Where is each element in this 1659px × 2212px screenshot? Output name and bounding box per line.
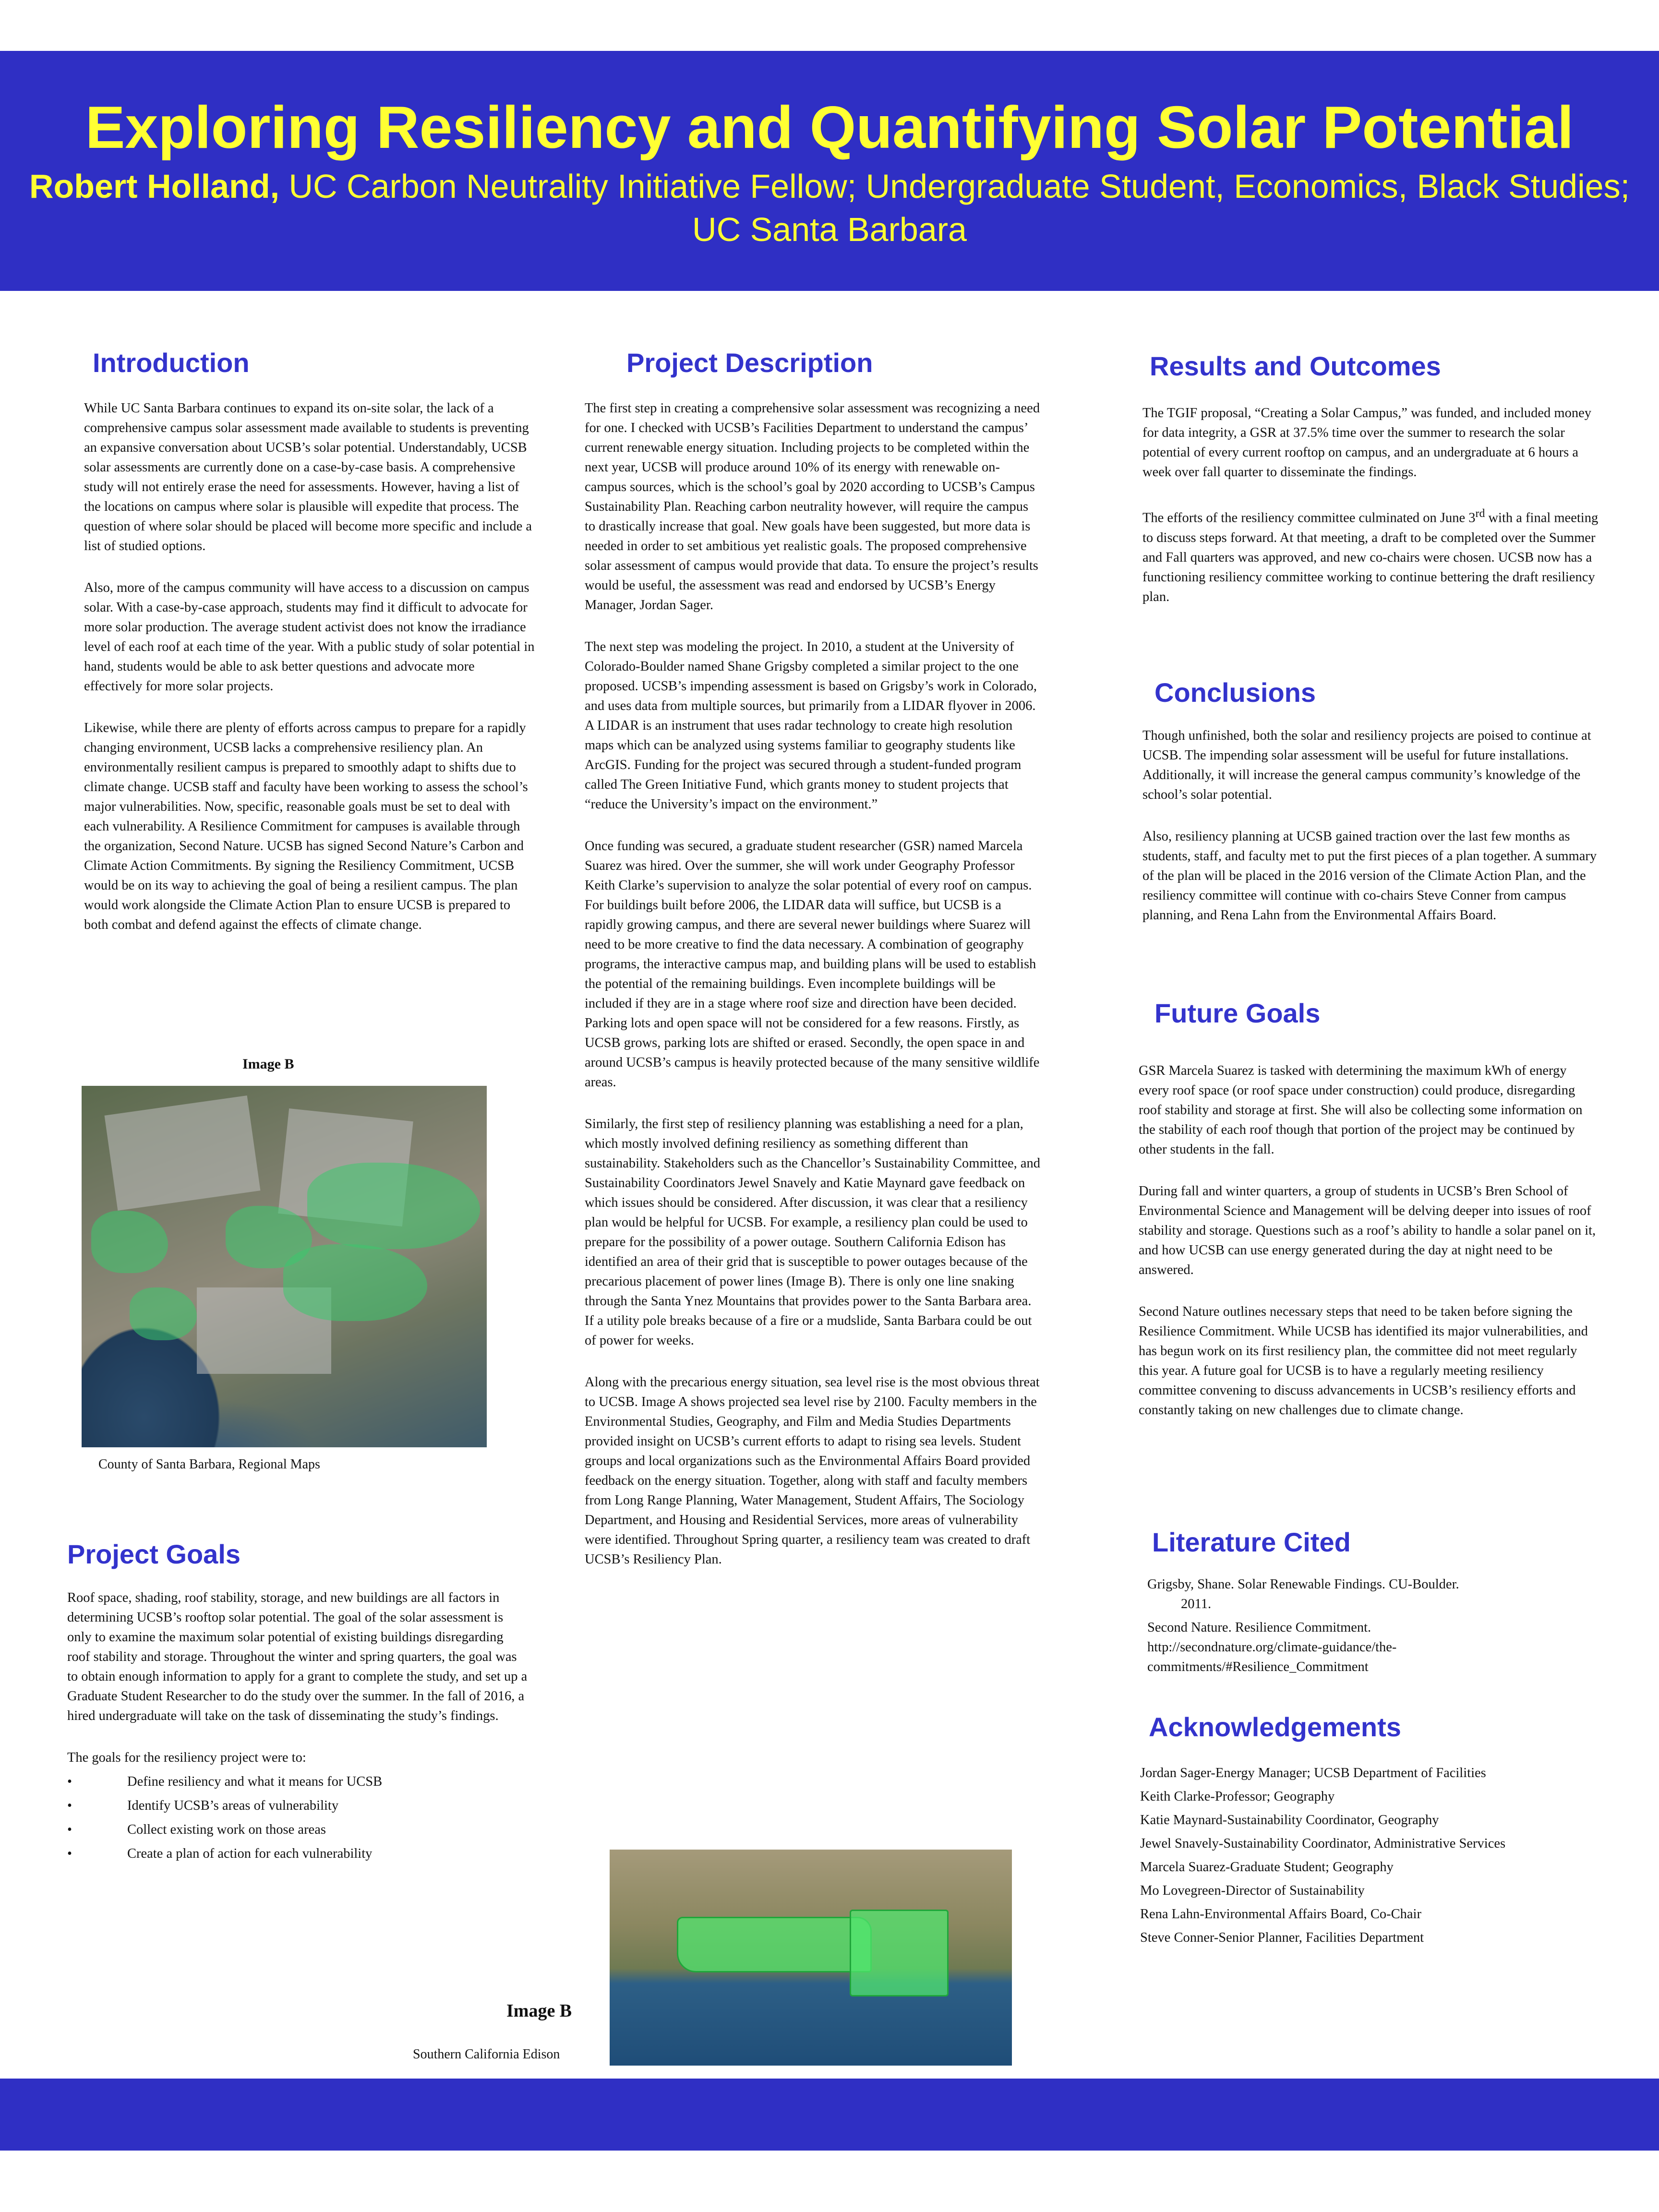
conclusions-paragraph: Though unfinished, both the solar and resiliency projects are poised to continue at UCSB. The impending solar assessment will be useful for future installations. Additionally, it will increase the general campus community’s knowledge of the school’s solar potential.: [1142, 728, 1591, 802]
project-goals-text: [67, 1588, 528, 1868]
future-goals-paragraph: Second Nature outlines necessary steps that need to be taken before signing the Resilience Commitment. While UCSB has identified its major vulnerabilities, and has begun work on its first resiliency plan, the committee did not meet regularly this year. A future goal for UCSB is to have a regularly meeting resiliency committee convening to discuss advancements in UCSB’s resiliency efforts and constantly taking on new challenges due to climate change.: [1139, 1304, 1588, 1418]
project-description-paragraph: Along with the precarious energy situation, sea level rise is the most obvious threat to UCSB. Image A shows projected sea level rise by 2100. Faculty members in the Environmental Studies, Geography, and Film and Media Studies Departments provided insight on UCSB’s current efforts to adapt to rising sea levels. Student groups and local organizations such as the Environmental Affairs Board provided feedback on the energy situation. Together, along with staff and faculty members from Long Range Planning, Water Management, Student Affairs, The Sociology Department, and Housing and Residential Services, more areas of vulnerability were identified. Throughout Spring quarter, a resiliency team was created to draft UCSB’s Resiliency Plan.: [585, 1375, 1040, 1567]
conclusions-heading: Conclusions: [1154, 677, 1316, 708]
poster-subtitle: [29, 165, 1630, 251]
project-goals-paragraph: Roof space, shading, roof stability, storage, and new buildings are all factors in determining UCSB’s rooftop solar potential. The goal of the solar assessment is only to examine the maximum solar potential of existing buildings disregarding roof stability and storage. Throughout the winter and spring quarters, the goal was to obtain enough information to apply for a grant to complete the study, and set up a Graduate Student Researcher to do the study over the summer. In the fall of 2016, a hired undergraduate will take on the task of disseminating the study’s findings.: [67, 1590, 528, 1723]
future-goals-paragraph: During fall and winter quarters, a group of students in UCSB’s Bren School of Environmental Science and Management will be delving deeper into issues of roof stability and storage. Questions such as a roof’s ability to handle a solar panel on it, and how UCSB can use energy generated during the day at night need to be answered.: [1139, 1184, 1596, 1277]
list-item: Jewel Snavely-Sustainability Coordinator, Administrative Services: [1140, 1836, 1506, 1851]
list-item: Steve Conner-Senior Planner, Facilities Department: [1140, 1930, 1424, 1945]
results-heading: Results and Outcomes: [1150, 351, 1441, 381]
future-goals-paragraph: GSR Marcela Suarez is tasked with determining the maximum kWh of energy every roof space (or roof space under construction) could produce, disregarding roof stability and storage at first. She will also be collecting some information on the stability of each roof though that portion of the project may be continued by other students in the fall.: [1139, 1063, 1583, 1157]
project-goals-list: [67, 1772, 528, 1863]
literature-list: [1147, 1575, 1608, 1681]
footer-band: [0, 2079, 1659, 2151]
list-item: Rena Lahn-Environmental Affairs Board, Co-Chair: [1140, 1907, 1421, 1922]
future-goals-text: [1139, 1061, 1599, 1442]
project-description-paragraph: Similarly, the first step of resiliency planning was establishing a need for a plan, which mostly involved defining resiliency as something different than sustainability. Stakeholders such as the Chancellor’s Sustainability Committee, and Sustainability Coordinators Jewel Snavely and Katie Maynard gave feedback on which issues should be considered. After discussion, it was clear that a resiliency plan would be helpful for UCSB. For example, a resiliency plan could be used to prepare for the possibility of a power outage. Southern California Edison has identified an area of their grid that is susceptible to power outages because of the precarious placement of power lines (Image B). There is only one line snaking through the Santa Ynez Mountains that provides power to the Santa Barbara area. If a utility pole breaks because of a fire or a mudslide, Santa Barbara could be out of power for weeks.: [585, 1117, 1041, 1348]
introduction-heading: Introduction: [93, 348, 250, 378]
acknowledgements-heading: Acknowledgements: [1149, 1712, 1401, 1742]
reference: Second Nature. Resilience Commitment. http://secondnature.org/climate-guidance/the- commitments/#Resilience_Commitment: [1147, 1620, 1397, 1674]
project-description-heading: Project Description: [626, 348, 873, 378]
project-goals-heading: Project Goals: [67, 1539, 241, 1569]
introduction-paragraph: Likewise, while there are plenty of efforts across campus to prepare for a rapidly changing environment, UCSB lacks a comprehensive resiliency plan. An environmentally resilient campus is prepared to smoothly adapt to shifts due to climate change. UCSB staff and faculty have been working to assess the school’s major vulnerabilities. Now, specific, reasonable goals must be set to deal with each vulnerability. A Resilience Commitment for campuses is available through the organization, Second Nature. UCSB has signed Second Nature’s Carbon and Climate Action Commitments. By signing the Resiliency Commitment, UCSB would be on its way to achieving the goal of being a resilient campus. The plan would work alongside the Climate Action Plan to ensure UCSB is prepared to both combat and defend against the effects of climate change.: [84, 721, 528, 932]
list-item: Marcela Suarez-Graduate Student; Geography: [1140, 1860, 1394, 1875]
project-description-paragraph: The next step was modeling the project. In 2010, a student at the University of Colorado-Boulder named Shane Grigsby completed a similar project to the one proposed. UCSB’s impending assessment is based on Grigsby’s work in Colorado, and uses data from multiple sources, but primarily from a LIDAR flyover in 2006. A LIDAR is an instrument that uses radar technology to create high resolution maps which can be analyzed using systems familiar to geography students like ArcGIS. Funding for the project was secured through a student-funded program called The Green Initiative Fund, which grants money to student projects that “reduce the University’s impact on the environment.”: [585, 639, 1037, 812]
image-b-caption-left: County of Santa Barbara, Regional Maps: [98, 1457, 320, 1472]
project-goals-list-intro: The goals for the resiliency project were to:: [67, 1750, 306, 1765]
introduction-paragraph: While UC Santa Barbara continues to expand its on-site solar, the lack of a comprehensive campus solar assessment made available to students is preventing an expansive conversation about UCSB’s solar potential. Understandably, UCSB solar assessments are currently done on a case-by-case basis. A comprehensive study will not entirely erase the need for assessments. However, having a list of the locations on campus where solar is plausible will expedite that process. The question of where solar should be placed will become more specific and include a list of studied options.: [84, 401, 532, 553]
image-b-caption-center: Southern California Edison: [413, 2047, 560, 2062]
author-affiliation: UC Carbon Neutrality Initiative Fellow; Undergraduate Student, Economics, Black Studies; UC Santa Barbara: [279, 168, 1630, 248]
list-item: • Define resiliency and what it means for UCSB: [67, 1772, 528, 1791]
list-item: Katie Maynard-Sustainability Coordinator, Geography: [1140, 1813, 1439, 1827]
list-item: • Identify UCSB’s areas of vulnerability: [67, 1796, 528, 1815]
results-text: [1142, 403, 1603, 629]
power-grid-map: [610, 1850, 1012, 2066]
list-item: Keith Clarke-Professor; Geography: [1140, 1789, 1335, 1804]
list-item: • Create a plan of action for each vulnerability: [67, 1844, 528, 1863]
list-item: Mo Lovegreen-Director of Sustainability: [1140, 1883, 1365, 1898]
project-description-text: [585, 398, 1041, 1591]
conclusions-text: [1142, 726, 1603, 947]
project-description-paragraph: The first step in creating a comprehensive solar assessment was recognizing a need for one. I checked with UCSB’s Facilities Department to understand the campus’ current renewable energy situation. Including projects to be completed within the next year, UCSB will produce around 10% of its energy with renewable on-campus sources, which is the school’s goal by 2020 according to UCSB’s Campus Sustainability Plan. Reaching carbon neutrality however, will require the campus to drastically increase that goal. New goals have been suggested, but more data is needed in order to set ambitious yet realistic goals. The proposed comprehensive solar assessment of campus would provide that data. To ensure the project’s results would be useful, the assessment was read and endorsed by UCSB’s Energy Manager, Jordan Sager.: [585, 401, 1040, 613]
future-goals-heading: Future Goals: [1154, 998, 1321, 1028]
results-paragraph: The efforts of the resiliency committee culminated on June 3rd with a final meeting to discuss steps forward. At that meeting, a draft to be completed over the Summer and Fall quarters was approved, and new co-chairs were chosen. UCSB now has a functioning resiliency committee working to continue bettering the draft resiliency plan.: [1142, 507, 1599, 604]
author-name: Robert Holland,: [29, 168, 280, 205]
introduction-paragraph: Also, more of the campus community will have access to a discussion on campus solar. With a case-by-case approach, students may find it difficult to advocate for more solar production. The average student activist does not know the irradiance level of each roof at each time of the year. With a public study of solar potential in hand, students would be able to ask better questions and advocate more effectively for more solar projects.: [84, 580, 535, 694]
conclusions-paragraph: Also, resiliency planning at UCSB gained traction over the last few months as students, staff, and faculty met to put the first pieces of a plan together. A summary of the plan will be placed in the 2016 version of the Climate Action Plan, and the resiliency committee will continue with co-chairs Steve Conner from campus planning, and Rena Lahn from the Environmental Affairs Board.: [1142, 829, 1597, 923]
acknowledgements-list: [1140, 1763, 1611, 1951]
sea-level-rise-map: [82, 1086, 487, 1447]
list-item: Jordan Sager-Energy Manager; UCSB Department of Facilities: [1140, 1766, 1486, 1780]
results-paragraph: The TGIF proposal, “Creating a Solar Campus,” was funded, and included money for data integrity, a GSR at 37.5% time over the summer to research the solar potential of every current rooftop on campus, and an undergraduate at 6 hours a week over fall quarter to disseminate the findings.: [1142, 406, 1592, 480]
poster-title: Exploring Resiliency and Quantifying Solar Potential: [85, 95, 1574, 161]
image-b-label-center: Image B: [506, 2001, 572, 2021]
list-item: • Collect existing work on those areas: [67, 1820, 528, 1839]
reference: Grigsby, Shane. Solar Renewable Findings. CU-Boulder. 2011.: [1147, 1577, 1459, 1611]
image-b-label-left: Image B: [242, 1056, 294, 1072]
project-description-paragraph: Once funding was secured, a graduate student researcher (GSR) named Marcela Suarez was hired. Over the summer, she will work under Geography Professor Keith Clarke’s supervision to analyze the solar potential of every roof on campus. For buildings built before 2006, the LIDAR data will suffice, but UCSB is a rapidly growing campus, and there are several newer buildings where Suarez will need to be more creative to find the data necessary. A combination of geography programs, the interactive campus map, and building plans will be used to establish the potential of the remaining buildings. Even incomplete buildings will be included if they are in a stage where roof size and direction have been decided. Parking lots and open space will not be considered for a few reasons. Firstly, as UCSB grows, parking lots are shifted or erased. Secondly, the open space in and around UCSB’s campus is heavily protected because of the many sensitive wildlife areas.: [585, 839, 1040, 1090]
literature-heading: Literature Cited: [1152, 1527, 1351, 1557]
introduction-text: [84, 398, 535, 957]
